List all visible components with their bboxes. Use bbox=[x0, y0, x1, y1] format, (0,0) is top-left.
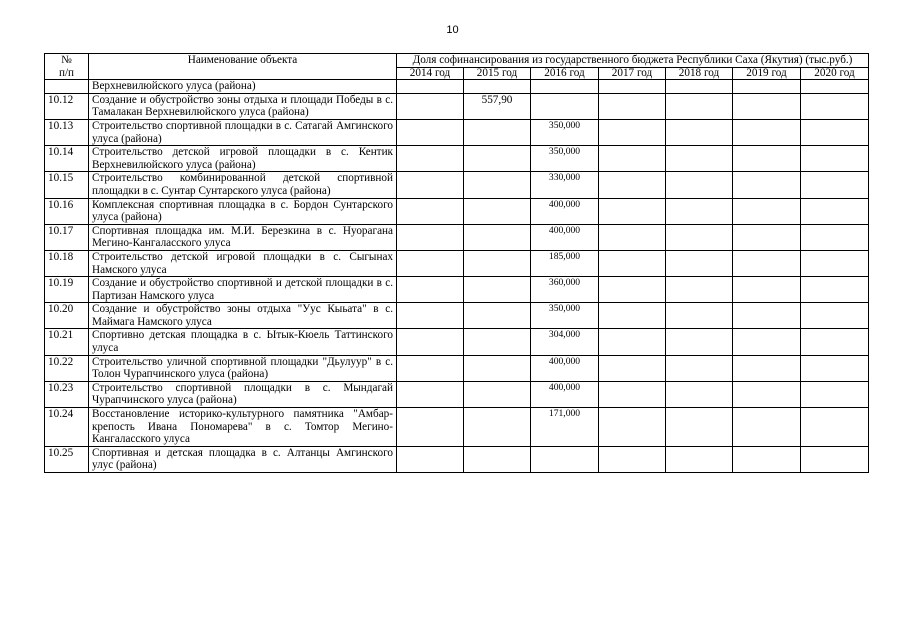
row-number: 10.19 bbox=[45, 277, 89, 303]
row-number: 10.17 bbox=[45, 224, 89, 250]
header-row bbox=[45, 54, 869, 68]
year-value-cell bbox=[801, 329, 869, 355]
year-header: 2014 год bbox=[397, 68, 464, 80]
table-row bbox=[45, 355, 869, 381]
year-value-cell bbox=[599, 446, 666, 472]
year-value-cell bbox=[666, 80, 733, 94]
year-value-cell bbox=[801, 381, 869, 407]
year-value-cell bbox=[599, 381, 666, 407]
year-value-cell bbox=[397, 381, 464, 407]
year-header: 2019 год bbox=[733, 68, 801, 80]
table-row bbox=[45, 93, 869, 119]
object-name: Верхневилюйского улуса (района) bbox=[89, 80, 397, 94]
year-value-cell bbox=[397, 224, 464, 250]
year-value-cell: 360,000 bbox=[531, 277, 599, 303]
table-row bbox=[45, 446, 869, 472]
row-number: 10.14 bbox=[45, 146, 89, 172]
year-value-cell bbox=[464, 329, 531, 355]
year-value-cell: 400,000 bbox=[531, 224, 599, 250]
year-value-cell bbox=[801, 355, 869, 381]
row-number: 10.18 bbox=[45, 250, 89, 276]
year-value-cell bbox=[801, 146, 869, 172]
year-value-cell bbox=[464, 80, 531, 94]
year-value-cell bbox=[801, 198, 869, 224]
year-value-cell bbox=[801, 446, 869, 472]
table-row bbox=[45, 146, 869, 172]
year-value-cell bbox=[599, 146, 666, 172]
year-value-cell bbox=[397, 198, 464, 224]
year-value-cell bbox=[464, 446, 531, 472]
year-value-cell bbox=[801, 119, 869, 145]
year-value-cell bbox=[666, 303, 733, 329]
object-name: Спортивная и детская площадка в с. Алтанцы Амгинского улус (района) bbox=[89, 446, 397, 472]
object-name: Спортивно детская площадка в с. Ытык-Кюель Таттинского улуса bbox=[89, 329, 397, 355]
object-name: Комплексная спортивная площадка в с. Бордон Сунтарского улуса (района) bbox=[89, 198, 397, 224]
col-header-number: № п/п bbox=[45, 54, 89, 80]
year-value-cell bbox=[733, 303, 801, 329]
year-value-cell bbox=[599, 303, 666, 329]
object-name: Строительство комбинированной детской спортивной площадки в с. Сунтар Сунтарского улуса (района) bbox=[89, 172, 397, 198]
year-value-cell bbox=[599, 250, 666, 276]
year-value-cell bbox=[666, 198, 733, 224]
table-row bbox=[45, 80, 869, 94]
year-value-cell: 171,000 bbox=[531, 408, 599, 447]
year-value-cell bbox=[464, 119, 531, 145]
year-value-cell bbox=[464, 381, 531, 407]
year-value-cell bbox=[801, 250, 869, 276]
year-value-cell bbox=[397, 93, 464, 119]
year-value-cell bbox=[666, 329, 733, 355]
year-value-cell bbox=[733, 119, 801, 145]
year-value-cell: 400,000 bbox=[531, 198, 599, 224]
year-value-cell bbox=[733, 446, 801, 472]
year-value-cell bbox=[464, 224, 531, 250]
year-value-cell bbox=[397, 250, 464, 276]
cofinancing-table bbox=[44, 53, 869, 473]
year-value-cell bbox=[599, 198, 666, 224]
year-value-cell bbox=[666, 355, 733, 381]
year-value-cell: 400,000 bbox=[531, 355, 599, 381]
year-value-cell bbox=[599, 329, 666, 355]
year-value-cell bbox=[666, 224, 733, 250]
col-header-cofinancing-share: Доля софинансирования из государственного бюджета Республики Саха (Якутия) (тыс.руб.) bbox=[397, 54, 869, 68]
year-value-cell bbox=[599, 408, 666, 447]
year-value-cell bbox=[599, 277, 666, 303]
year-value-cell bbox=[733, 172, 801, 198]
row-number bbox=[45, 80, 89, 94]
year-value-cell: 350,000 bbox=[531, 303, 599, 329]
year-header: 2018 год bbox=[666, 68, 733, 80]
row-number: 10.12 bbox=[45, 93, 89, 119]
year-header: 2017 год bbox=[599, 68, 666, 80]
year-value-cell bbox=[464, 277, 531, 303]
year-value-cell bbox=[599, 224, 666, 250]
year-value-cell bbox=[599, 93, 666, 119]
year-value-cell bbox=[397, 329, 464, 355]
year-value-cell bbox=[666, 93, 733, 119]
table-row bbox=[45, 172, 869, 198]
row-number: 10.21 bbox=[45, 329, 89, 355]
year-header: 2015 год bbox=[464, 68, 531, 80]
year-value-cell bbox=[733, 381, 801, 407]
object-name: Строительство спортивной площадки в с. Сатагай Амгинского улуса (района) bbox=[89, 119, 397, 145]
year-value-cell bbox=[464, 198, 531, 224]
object-name: Строительство детской игровой площадки в с. Кентик Верхневилюйского улуса (района) bbox=[89, 146, 397, 172]
year-value-cell bbox=[464, 250, 531, 276]
table-row bbox=[45, 408, 869, 447]
col-header-name: Наименование объекта bbox=[89, 54, 397, 80]
year-value-cell bbox=[397, 172, 464, 198]
year-value-cell bbox=[733, 198, 801, 224]
year-value-cell bbox=[397, 119, 464, 145]
year-value-cell bbox=[464, 303, 531, 329]
year-value-cell bbox=[801, 224, 869, 250]
year-value-cell bbox=[464, 408, 531, 447]
year-value-cell bbox=[397, 355, 464, 381]
year-value-cell bbox=[733, 146, 801, 172]
object-name: Строительство уличной спортивной площадки "Дьулуур" в с. Толон Чурапчинского улуса (района) bbox=[89, 355, 397, 381]
year-value-cell bbox=[464, 355, 531, 381]
year-value-cell bbox=[599, 80, 666, 94]
year-value-cell bbox=[666, 146, 733, 172]
year-value-cell: 350,000 bbox=[531, 119, 599, 145]
year-value-cell: 330,000 bbox=[531, 172, 599, 198]
year-value-cell: 400,000 bbox=[531, 381, 599, 407]
page-number: 10 bbox=[446, 24, 459, 36]
year-header: 2020 год bbox=[801, 68, 869, 80]
year-value-cell bbox=[464, 172, 531, 198]
table-row bbox=[45, 329, 869, 355]
year-value-cell bbox=[733, 80, 801, 94]
table-row bbox=[45, 119, 869, 145]
year-value-cell bbox=[733, 408, 801, 447]
year-value-cell: 304,000 bbox=[531, 329, 599, 355]
year-value-cell bbox=[733, 224, 801, 250]
object-name: Создание и обустройство зоны отдыха и площади Победы в с. Тамалакан Верхневилюйского улуса (района) bbox=[89, 93, 397, 119]
table-row bbox=[45, 224, 869, 250]
table-body bbox=[45, 80, 869, 473]
object-name: Создание и обустройство зоны отдыха "Уус Кыьата" в с. Маймага Намского улуса bbox=[89, 303, 397, 329]
year-value-cell bbox=[666, 381, 733, 407]
year-value-cell: 185,000 bbox=[531, 250, 599, 276]
row-number: 10.15 bbox=[45, 172, 89, 198]
year-value-cell bbox=[397, 80, 464, 94]
row-number: 10.16 bbox=[45, 198, 89, 224]
year-value-cell: 350,000 bbox=[531, 146, 599, 172]
table-row bbox=[45, 198, 869, 224]
table-row bbox=[45, 277, 869, 303]
row-number: 10.13 bbox=[45, 119, 89, 145]
year-value-cell bbox=[666, 250, 733, 276]
row-number: 10.22 bbox=[45, 355, 89, 381]
table-row bbox=[45, 381, 869, 407]
year-value-cell bbox=[666, 172, 733, 198]
year-value-cell bbox=[733, 329, 801, 355]
object-name: Строительство спортивной площадки в с. Мындагай Чурапчинского улуса (района) bbox=[89, 381, 397, 407]
row-number: 10.20 bbox=[45, 303, 89, 329]
year-value-cell bbox=[733, 355, 801, 381]
year-value-cell bbox=[733, 93, 801, 119]
row-number: 10.25 bbox=[45, 446, 89, 472]
table-row bbox=[45, 303, 869, 329]
object-name: Создание и обустройство спортивной и детской площадки в с. Партизан Намского улуса bbox=[89, 277, 397, 303]
year-value-cell bbox=[397, 446, 464, 472]
year-value-cell bbox=[531, 93, 599, 119]
year-value-cell bbox=[666, 408, 733, 447]
object-name: Спортивная площадка им. М.И. Березкина в с. Нуорагана Мегино-Кангаласского улуса bbox=[89, 224, 397, 250]
year-value-cell: 557,90 bbox=[464, 93, 531, 119]
year-value-cell bbox=[531, 80, 599, 94]
year-value-cell bbox=[397, 303, 464, 329]
year-value-cell bbox=[801, 80, 869, 94]
year-value-cell bbox=[666, 277, 733, 303]
year-value-cell bbox=[801, 408, 869, 447]
year-value-cell bbox=[397, 277, 464, 303]
year-value-cell bbox=[464, 146, 531, 172]
row-number: 10.24 bbox=[45, 408, 89, 447]
year-value-cell bbox=[666, 446, 733, 472]
year-value-cell bbox=[666, 119, 733, 145]
year-value-cell bbox=[397, 408, 464, 447]
year-value-cell bbox=[733, 277, 801, 303]
year-value-cell bbox=[531, 446, 599, 472]
year-value-cell bbox=[599, 355, 666, 381]
year-value-cell bbox=[599, 119, 666, 145]
year-value-cell bbox=[599, 172, 666, 198]
row-number: 10.23 bbox=[45, 381, 89, 407]
table-row bbox=[45, 250, 869, 276]
object-name: Восстановление историко-культурного памятника "Амбар-крепость Ивана Пономарева" в с. Томтор Мегино-Кангаласского улуса bbox=[89, 408, 397, 447]
object-name: Строительство детской игровой площадки в с. Сыгынах Намского улуса bbox=[89, 250, 397, 276]
year-value-cell bbox=[801, 172, 869, 198]
year-value-cell bbox=[801, 303, 869, 329]
year-value-cell bbox=[397, 146, 464, 172]
year-value-cell bbox=[733, 250, 801, 276]
year-value-cell bbox=[801, 277, 869, 303]
year-header: 2016 год bbox=[531, 68, 599, 80]
year-value-cell bbox=[801, 93, 869, 119]
